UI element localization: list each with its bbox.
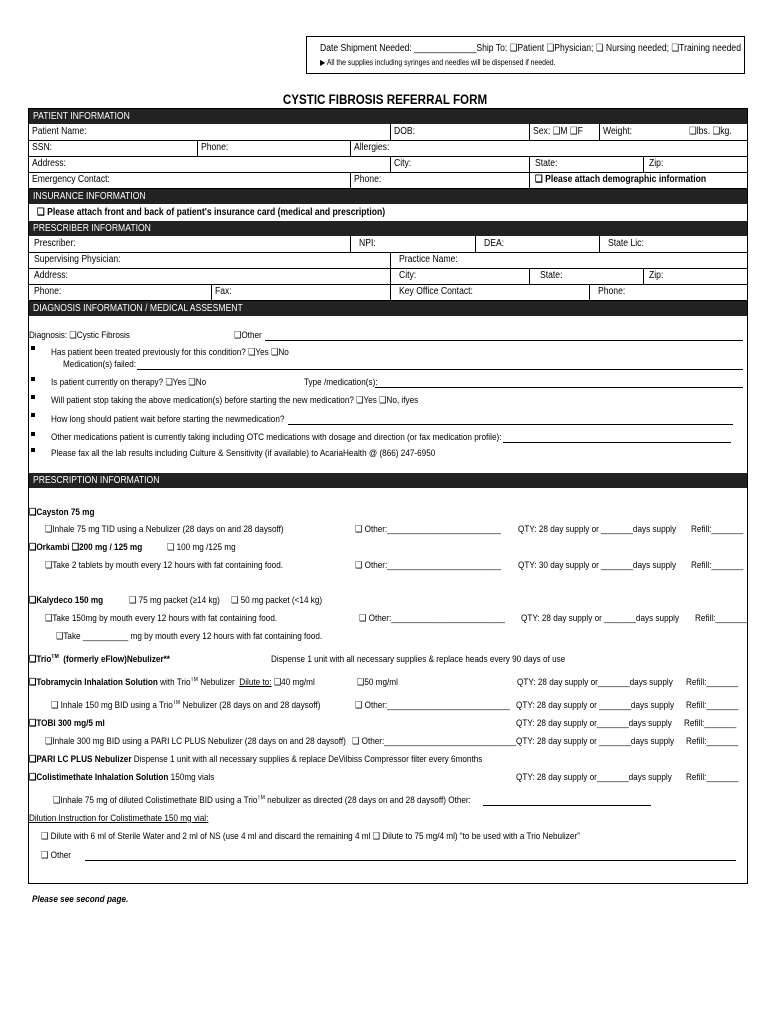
patient-phone-field[interactable]: Phone: (201, 142, 229, 153)
allergies-field[interactable]: Allergies: (354, 142, 390, 153)
type-medications-label: Type /medication(s): (304, 377, 378, 388)
prescriber-address-field[interactable]: Address: (34, 270, 68, 281)
kalydeco-checkbox[interactable]: ❑Kalydeco 150 mg (29, 595, 104, 606)
tobi-qty[interactable]: QTY: 28 day supply or_______days supply (516, 718, 672, 729)
weight-units[interactable]: ❑lbs. ❑kg. (689, 126, 732, 137)
patient-row-2 (29, 140, 747, 157)
patient-info-header: PATIENT INFORMATION (29, 109, 747, 124)
patient-row-4 (29, 172, 747, 189)
current-therapy-question[interactable]: Is patient currently on therapy? ❑Yes ❑No (51, 377, 207, 388)
fax-lab-results-note: Please fax all the lab results including Culture & Sensitivity (if available) to AcariaHealth @ (866) 247-6950 (51, 448, 436, 459)
shipment-box (306, 36, 745, 74)
prescriber-row-3 (29, 268, 747, 285)
kalydeco-take-checkbox[interactable]: ❑Take 150mg by mouth every 12 hours with fat containing food. (45, 613, 278, 624)
cayston-qty[interactable]: QTY: 28 day supply or _______days supply (518, 524, 677, 535)
wait-period-line[interactable] (288, 424, 733, 425)
diagnosis-other-line[interactable] (265, 340, 743, 341)
colistimethate-inhale-checkbox[interactable]: ❑Inhale 75 mg of diluted Colistimethate BID using a Trio™ nebulizer as directed (28 days on and 28 daysoff) Other: (53, 795, 471, 807)
kalydeco-qty[interactable]: QTY: 28 day supply or _______days supply (521, 613, 680, 624)
patient-name-field[interactable]: Patient Name: (32, 126, 87, 137)
kalydeco-take-custom-checkbox[interactable]: ❑Take __________ mg by mouth every 12 hours with fat containing food. (56, 631, 323, 642)
kalydeco-refill[interactable]: Refill:_______ (695, 613, 748, 624)
diagnosis-cf-checkbox[interactable]: Diagnosis: ❑Cystic Fibrosis (29, 330, 130, 341)
bullet (31, 413, 35, 417)
other-line[interactable] (85, 860, 736, 861)
shipment-date-label: Date Shipment Needed: _____________Ship To: ❑Patient ❑Physician; ❑ Nursing needed; ❑Training needed (320, 43, 741, 54)
colistimethate-refill[interactable]: Refill:_______ (686, 772, 739, 783)
tobi-refill-2[interactable]: Refill:_______ (686, 736, 739, 747)
dilute-checkbox[interactable]: ❑ Dilute with 6 ml of Sterile Water and 2 ml of NS (use 4 ml and discard the remaining 4 ml ❑ Dilute to 75 mg/4 ml) “to be used with a Trio Nebulizer” (41, 831, 580, 842)
bullet (31, 432, 35, 436)
treated-previously-question[interactable]: Has patient been treated previously for this condition? ❑Yes ❑No (51, 347, 289, 358)
practice-name-field[interactable]: Practice Name: (399, 254, 458, 265)
patient-address-field[interactable]: Address: (32, 158, 66, 169)
orkambi-refill[interactable]: Refill:_______ (691, 560, 744, 571)
tobi-refill[interactable]: Refill:_______ (684, 718, 737, 729)
bullet (31, 346, 35, 350)
insurance-card-checkbox[interactable]: ❑ Please attach front and back of patient's insurance card (medical and prescription) (37, 207, 386, 218)
tobramycin-inhale-checkbox[interactable]: ❑ Inhale 150 mg BID using a Trio™ Nebulizer (28 days on and 28 daysoff) (51, 700, 321, 712)
colistimethate-qty[interactable]: QTY: 28 day supply or_______days supply (516, 772, 672, 783)
bullet (31, 448, 35, 452)
kalydeco-75-checkbox[interactable]: ❑ 75 mg packet (≥14 kg) (129, 595, 220, 606)
tobi-checkbox[interactable]: ❑TOBI 300 mg/5 ml (29, 718, 105, 729)
tobramycin-qty-2[interactable]: QTY: 28 day supply or _______days supply (516, 700, 675, 711)
patient-state-field[interactable]: State: (535, 158, 558, 169)
tobramycin-50-checkbox[interactable]: ❑50 mg/ml (357, 677, 398, 688)
cayston-refill[interactable]: Refill:_______ (691, 524, 744, 535)
type-medications-line[interactable] (375, 387, 743, 388)
emergency-contact-field[interactable]: Emergency Contact: (32, 174, 110, 185)
supervising-physician-field[interactable]: Supervising Physician: (34, 254, 121, 265)
prescriber-row-2 (29, 252, 747, 269)
patient-zip-field[interactable]: Zip: (649, 158, 664, 169)
orkambi-other-field[interactable]: ❑ Other:_________________________ (355, 560, 501, 571)
medications-failed-line[interactable] (137, 369, 743, 370)
orkambi-qty[interactable]: QTY: 30 day supply or _______days supply (518, 560, 677, 571)
patient-row-1 (29, 124, 747, 141)
prescriber-field[interactable]: Prescriber: (34, 238, 76, 249)
other-checkbox[interactable]: ❑ Other (41, 850, 72, 861)
prescriber-row-4 (29, 284, 747, 301)
prescription-info-header: PRESCRIPTION INFORMATION (29, 473, 747, 488)
tobi-other-field[interactable]: ❑ Other:_____________________________ (352, 736, 517, 747)
prescriber-fax-field[interactable]: Fax: (215, 286, 232, 297)
footer-note: Please see second page. (32, 894, 129, 905)
key-contact-phone-field[interactable]: Phone: (598, 286, 626, 297)
trio-dispense-note: Dispense 1 unit with all necessary supplies & replace heads every 90 days of use (271, 654, 566, 665)
orkambi-checkbox[interactable]: ❑Orkambi ❑200 mg / 125 mg (29, 542, 143, 553)
pari-checkbox[interactable]: ❑PARI LC PLUS Nebulizer Dispense 1 unit with all necessary supplies & replace DeVilbiss Compressor filter every 6months (29, 754, 483, 765)
dob-field[interactable]: DOB: (394, 126, 416, 137)
prescriber-row-1 (29, 236, 747, 253)
trio-checkbox[interactable]: ❑Trio™ (formerly eFlow)Nebulizer** (29, 654, 170, 666)
ssn-field[interactable]: SSN: (32, 142, 53, 153)
weight-field[interactable]: Weight: (603, 126, 633, 137)
prescriber-zip-field[interactable]: Zip: (649, 270, 664, 281)
kalydeco-50-checkbox[interactable]: ❑ 50 mg packet (<14 kg) (231, 595, 323, 606)
key-office-contact-field[interactable]: Key Office Contact: (399, 286, 473, 297)
orkambi-take-checkbox[interactable]: ❑Take 2 tablets by mouth every 12 hours with fat containing food. (45, 560, 284, 571)
cayston-inhale-checkbox[interactable]: ❑Inhale 75 mg TID using a Nebulizer (28 days on and 28 daysoff) (45, 524, 284, 535)
state-lic-field[interactable]: State Lic: (608, 238, 644, 249)
insurance-row (29, 204, 747, 222)
tobramycin-refill-2[interactable]: Refill:_______ (686, 700, 739, 711)
colistimethate-checkbox[interactable]: ❑Colistimethate Inhalation Solution 150mg vials (29, 772, 215, 783)
prescriber-state-field[interactable]: State: (540, 270, 563, 281)
other-medications-question: Other medications patient is currently taking including OTC medications with dosage and direction (or fax medication profile): (51, 432, 502, 443)
tobramycin-other-field[interactable]: ❑ Other:___________________________ (355, 700, 510, 711)
tobramycin-refill[interactable]: Refill:_______ (686, 677, 739, 688)
patient-city-field[interactable]: City: (394, 158, 412, 169)
cayston-checkbox[interactable]: ❑Cayston 75 mg (29, 507, 95, 518)
orkambi-100-checkbox[interactable]: ❑ 100 mg /125 mg (167, 542, 236, 553)
sex-field[interactable]: Sex: ❑M ❑F (533, 126, 583, 137)
other-medications-line[interactable] (503, 442, 731, 443)
tobramycin-qty[interactable]: QTY: 28 day supply or_______days supply (517, 677, 673, 688)
medications-failed-label: Medication(s) failed: (63, 359, 137, 370)
patient-row-3 (29, 156, 747, 173)
cayston-other-field[interactable]: ❑ Other:_________________________ (355, 524, 501, 535)
dilution-instruction-title: Dilution Instruction for Colistimethate 150 mg vial: (29, 813, 209, 824)
stop-medication-question[interactable]: Will patient stop taking the above medication(s) before starting the new medication? ❑Yes ❑No, ifyes (51, 395, 419, 406)
colistimethate-other-line[interactable] (483, 805, 651, 806)
demographic-checkbox[interactable]: ❑ Please attach demographic information (535, 174, 707, 185)
form-title: CYSTIC FIBROSIS REFERRAL FORM (282, 92, 488, 107)
npi-field[interactable]: NPI: (359, 238, 376, 249)
wait-period-question: How long should patient wait before starting the newmedication? (51, 414, 285, 425)
diagnosis-info-header: DIAGNOSIS INFORMATION / MEDICAL ASSESMENT (29, 301, 747, 316)
insurance-info-header: INSURANCE INFORMATION (29, 189, 747, 204)
tobi-inhale-checkbox[interactable]: ❑Inhale 300 mg BID using a PARI LC PLUS Nebulizer (28 days on and 28 daysoff) (45, 736, 346, 747)
prescriber-city-field[interactable]: City: (399, 270, 417, 281)
bullet (31, 377, 35, 381)
tobramycin-checkbox[interactable]: ❑Tobramycin Inhalation Solution with Trio™ Nebulizer Dilute to: ❑40 mg/ml (29, 677, 315, 689)
shipment-note: ▶ All the supplies including syringes and needles will be dispensed if needed. (320, 58, 556, 67)
bullet (31, 395, 35, 399)
diagnosis-other-checkbox[interactable]: ❑Other (234, 330, 262, 341)
kalydeco-other-field[interactable]: ❑ Other:_________________________ (359, 613, 505, 624)
referral-form (28, 108, 748, 884)
tobi-qty-2[interactable]: QTY: 28 day supply or _______days supply (516, 736, 675, 747)
prescriber-info-header: PRESCRIBER INFORMATION (29, 221, 747, 236)
prescriber-phone-field[interactable]: Phone: (34, 286, 62, 297)
dea-field[interactable]: DEA: (484, 238, 505, 249)
emergency-phone-field[interactable]: Phone: (354, 174, 382, 185)
